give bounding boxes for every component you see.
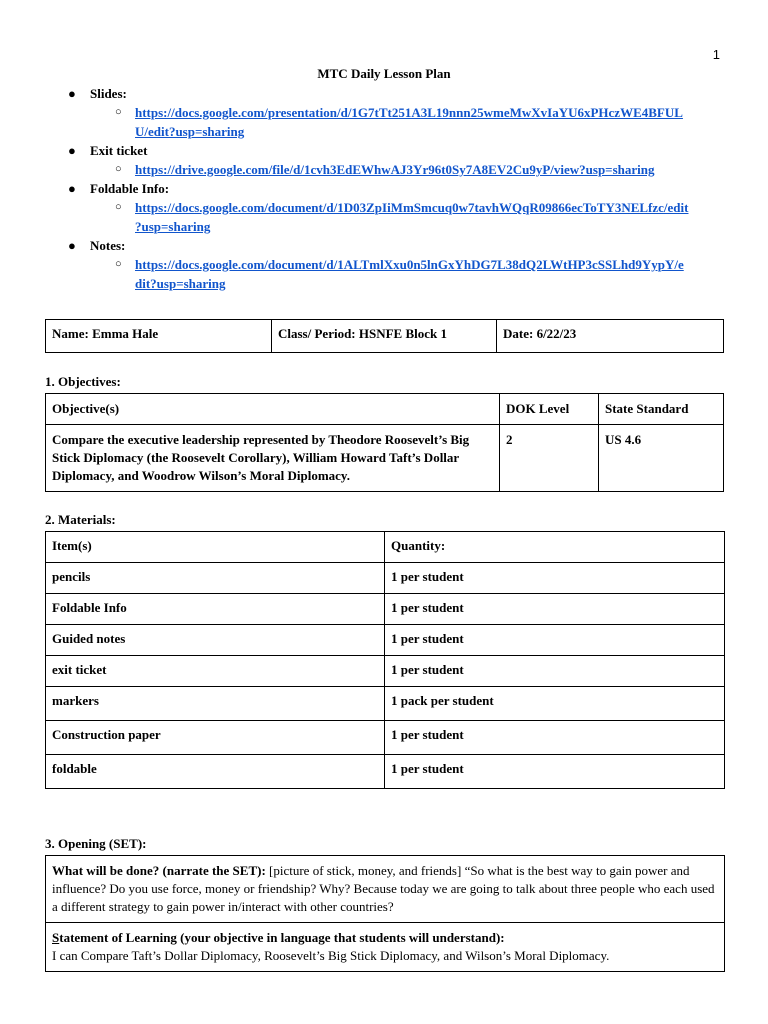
standard-header: State Standard: [599, 394, 724, 425]
objectives-heading: 1. Objectives:: [45, 374, 121, 389]
material-quantity: 1 per student: [385, 755, 725, 789]
dok-header: DOK Level: [500, 394, 599, 425]
material-quantity: 1 pack per student: [385, 687, 725, 721]
table-row: [46, 687, 725, 721]
material-item: exit ticket: [46, 656, 385, 687]
table-row: [46, 594, 725, 625]
objectives-header: Objective(s): [46, 394, 500, 425]
table-row: [46, 721, 725, 755]
teacher-name: Name: Emma Hale: [46, 320, 272, 353]
item-header: Item(s): [46, 532, 385, 563]
material-quantity: 1 per student: [385, 656, 725, 687]
material-item: foldable: [46, 755, 385, 789]
bullet-icon: ●: [68, 181, 76, 196]
table-row: [46, 563, 725, 594]
link-group-notes: [63, 236, 733, 293]
bullet-icon: ●: [68, 238, 76, 253]
material-quantity: 1 per student: [385, 594, 725, 625]
material-item: markers: [46, 687, 385, 721]
link-group-exit-ticket: [63, 141, 733, 179]
notes-link[interactable]: https://docs.google.com/document/d/1ALTmlXxu0n5lnGxYhDG7L38dQ2LWtHP3cSSLhd9YypY/e dit?usp=sharing: [135, 257, 684, 291]
sub-bullet-icon: ○: [115, 163, 122, 175]
materials-heading: 2. Materials:: [45, 512, 116, 527]
narrate-set: [46, 856, 724, 922]
exit-ticket-link[interactable]: https://drive.google.com/file/d/1cvh3EdEWhwAJ3Yr96t0Sy7A8EV2Cu9yP/view?usp=sharing: [135, 162, 655, 177]
materials-table: [45, 531, 725, 789]
link-label-exit-ticket: Exit ticket: [90, 143, 148, 158]
narrate-label: What will be done? (narrate the SET):: [52, 863, 266, 878]
link-label-foldable: Foldable Info:: [90, 181, 170, 196]
opening-heading: 3. Opening (SET):: [45, 836, 147, 851]
statement-first-letter: S: [52, 930, 60, 945]
link-label-notes: Notes:: [90, 238, 126, 253]
opening-box: [45, 855, 725, 972]
slides-link[interactable]: https://docs.google.com/presentation/d/1G7tTt251A3L19nnn25wmeMwXvIaYU6xPHczWE4BFUL U/edit?usp=sharing: [135, 105, 683, 139]
material-quantity: 1 per student: [385, 625, 725, 656]
sub-bullet-icon: ○: [115, 258, 122, 270]
material-quantity: 1 per student: [385, 721, 725, 755]
statement-text: I can Compare Taft’s Dollar Diplomacy, Roosevelt’s Big Stick Diplomacy, and Wilson’s Moral Diplomacy.: [52, 948, 610, 963]
bullet-icon: ●: [68, 143, 76, 158]
table-row: [46, 625, 725, 656]
objectives-table: [45, 393, 724, 492]
resource-links: [63, 84, 733, 293]
material-item: Foldable Info: [46, 594, 385, 625]
link-label-slides: Slides:: [90, 86, 127, 101]
statement-label: tatement of Learning (your objective in language that students will understand):: [59, 930, 505, 945]
page-number: 1: [712, 47, 720, 62]
material-item: Construction paper: [46, 721, 385, 755]
quantity-header: Quantity:: [385, 532, 725, 563]
table-row: [46, 755, 725, 789]
lesson-date: Date: 6/22/23: [497, 320, 724, 353]
material-quantity: 1 per student: [385, 563, 725, 594]
material-item: pencils: [46, 563, 385, 594]
bullet-icon: ●: [68, 86, 76, 101]
objective-text: Compare the executive leadership represented by Theodore Roosevelt’s Big Stick Diplomacy (the Roosevelt Corollary), William Howard Taft’s Dollar Diplomacy, and Woodrow Wilson’s Moral Diplomacy.: [46, 425, 500, 492]
narrate-text: [picture of stick, money, and friends] “So what is the best way to gain power and influence? Do you use force, money or friendship? Why? Because today we are going to talk about three people who each used a different strategy to gain power in/interact with other countries?: [52, 863, 715, 914]
statement-of-learning: [46, 922, 724, 971]
foldable-info-link[interactable]: https://docs.google.com/document/d/1D03ZpIiMmSmcuq0w7tavhWQqR09866ecToTY3NELfzc/edit ?usp=sharing: [135, 200, 689, 234]
material-item: Guided notes: [46, 625, 385, 656]
table-row: [46, 656, 725, 687]
link-group-slides: [63, 84, 733, 141]
link-group-foldable: [63, 179, 733, 236]
standard-value: US 4.6: [599, 425, 724, 492]
teacher-info-table: [45, 319, 724, 353]
sub-bullet-icon: ○: [115, 201, 122, 213]
class-period: Class/ Period: HSNFE Block 1: [272, 320, 497, 353]
sub-bullet-icon: ○: [115, 106, 122, 118]
document-title: MTC Daily Lesson Plan: [317, 66, 451, 81]
dok-value: 2: [500, 425, 599, 492]
